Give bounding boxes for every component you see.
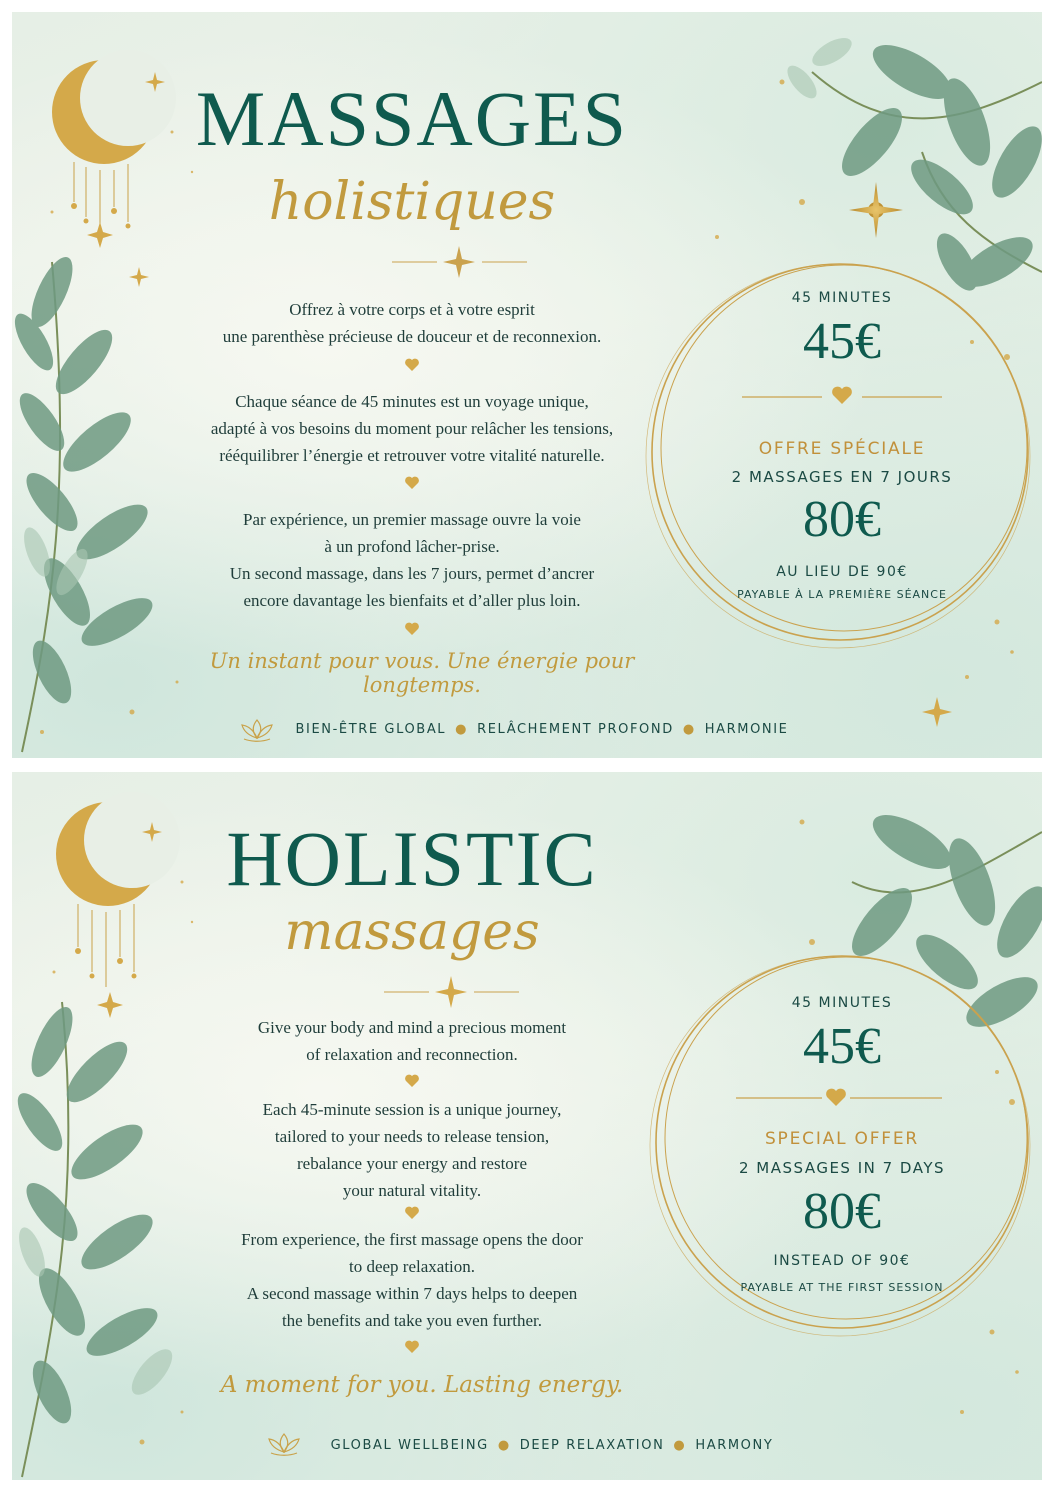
left-leaf-vine-icon <box>12 252 159 752</box>
footer-item: HARMONY <box>695 1438 774 1453</box>
paragraph-3 <box>162 1226 662 1334</box>
top-right-leaf-branch-icon <box>782 32 1042 296</box>
paragraph-3 <box>162 506 662 614</box>
text-line: une parenthèse précieuse de douceur et de reconnexion. <box>222 327 602 346</box>
left-leaf-vine-icon <box>12 1002 179 1477</box>
offer-label: SPECIAL OFFER <box>764 1129 920 1149</box>
text-line: From experience, the first massage opens the door <box>241 1230 583 1249</box>
description-block <box>162 296 662 636</box>
original-price: INSTEAD OF 90€ <box>773 1253 911 1269</box>
ornament-star-icon <box>392 246 527 278</box>
tagline: A moment for you. Lasting energy. <box>220 1372 624 1398</box>
text-line: adapté à vos besoins du moment pour relâcher les tensions, <box>210 419 614 438</box>
footer-item: GLOBAL WELLBEING <box>330 1438 489 1453</box>
text-line: Give your body and mind a precious moment <box>257 1018 567 1037</box>
single-price: 45€ <box>803 1018 881 1075</box>
text-line: Un second massage, dans les 7 jours, permet d’ancrer <box>229 564 595 583</box>
paragraph-2 <box>162 1096 662 1204</box>
sunburst-star-icon <box>849 182 903 238</box>
text-line: Each 45-minute session is a unique journey, <box>262 1100 562 1119</box>
text-line: A second massage within 7 days helps to deepen <box>246 1284 578 1303</box>
paragraph-2 <box>162 388 662 469</box>
text-line: encore davantage les bienfaits et d’aller plus loin. <box>243 591 581 610</box>
text-line: the benefits and take you even further. <box>281 1311 543 1330</box>
footer-item: DEEP RELAXATION <box>519 1438 665 1453</box>
heart-icon <box>405 1340 419 1353</box>
text-line: Offrez à votre corps et à votre esprit <box>289 300 535 319</box>
page-title: HOLISTIC <box>226 815 598 902</box>
heart-icon <box>405 476 419 489</box>
text-line: rééquilibrer l’énergie et retrouver votre vitalité naturelle. <box>219 446 605 465</box>
bullet-icon: ● <box>497 1438 511 1453</box>
footer-item: BIEN-ÊTRE GLOBAL <box>295 722 447 737</box>
footer-values <box>12 722 1042 737</box>
flyer-english <box>12 772 1042 1480</box>
single-price: 45€ <box>803 313 881 370</box>
payment-note: PAYABLE À LA PREMIÈRE SÉANCE <box>737 588 947 601</box>
heart-icon <box>405 622 419 635</box>
bullet-icon: ● <box>673 1438 687 1453</box>
description-block <box>162 1014 662 1394</box>
text-line: your natural vitality. <box>342 1181 482 1200</box>
paragraph-1 <box>162 1014 662 1068</box>
text-line: Par expérience, un premier massage ouvre la voie <box>243 510 581 529</box>
duration-label: 45 MINUTES <box>791 995 893 1011</box>
offer-price: 80€ <box>803 1183 881 1240</box>
paragraph-1 <box>162 296 662 350</box>
heart-icon <box>405 1074 419 1087</box>
page-title: MASSAGES <box>195 75 629 162</box>
offer-label: OFFRE SPÉCIALE <box>758 439 926 459</box>
offer-detail: 2 MASSAGES EN 7 JOURS <box>731 468 953 486</box>
page-subtitle: holistiques <box>268 172 556 232</box>
text-line: of relaxation and reconnection. <box>306 1045 518 1064</box>
heart-icon <box>405 1206 419 1219</box>
price-panel <box>702 282 982 612</box>
offer-detail: 2 MASSAGES IN 7 DAYS <box>738 1159 945 1177</box>
text-line: tailored to your needs to release tension, <box>274 1127 550 1146</box>
offer-price: 80€ <box>803 491 881 548</box>
text-line: rebalance your energy and restore <box>296 1154 527 1173</box>
original-price: AU LIEU DE 90€ <box>776 564 908 580</box>
text-line: à un profond lâcher-prise. <box>324 537 500 556</box>
flyer-french <box>12 12 1042 758</box>
heart-icon <box>405 358 419 371</box>
duration-label: 45 MINUTES <box>791 290 893 306</box>
footer-item: RELÂCHEMENT PROFOND <box>477 722 674 737</box>
ornament-star-icon <box>384 976 519 1008</box>
payment-note: PAYABLE AT THE FIRST SESSION <box>740 1281 944 1294</box>
bullet-icon: ● <box>455 722 469 737</box>
text-line: to deep relaxation. <box>348 1257 476 1276</box>
page-subtitle: massages <box>284 902 540 962</box>
footer-item: HARMONIE <box>704 722 789 737</box>
footer-values <box>12 1438 1042 1453</box>
tagline: Un instant pour vous. Une énergie pour longtemps. <box>209 649 635 697</box>
text-line: Chaque séance de 45 minutes est un voyage unique, <box>235 392 589 411</box>
bullet-icon: ● <box>682 722 696 737</box>
price-panel <box>702 987 982 1317</box>
